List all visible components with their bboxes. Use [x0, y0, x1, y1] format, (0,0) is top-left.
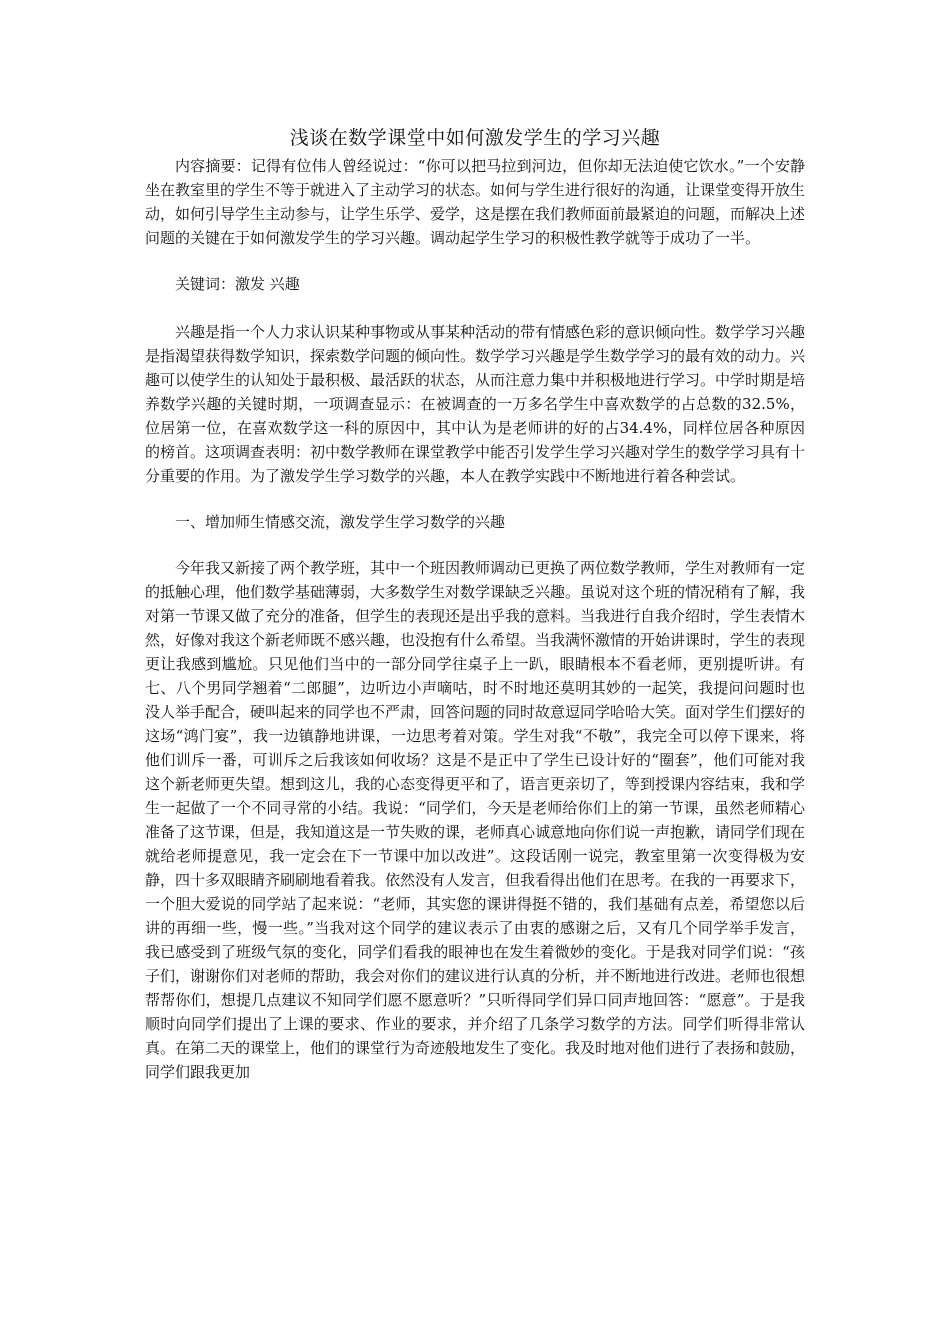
section-heading: 一、增加师生情感交流，激发学生学习数学的兴趣 — [175, 513, 506, 531]
section-body-paragraph: 今年我又新接了两个教学班，其中一个班因教师调动已更换了两位数学教师，学生对教师有一定的抵触心理，他们数学基础薄弱，大多数学生对数学课缺乏兴趣。虽说对这个班的情况稍有了解，我对第一节课又做了充分的准备，但学生的表现还是出乎我的意料。当我进行自我介绍时，学生表情木然，好像对我这个新老师既不感兴趣，也没抱有什么希望。当我满怀激情的开始讲课时，学生的表现更让我感到尴尬。只见他们当中的一部分同学往桌子上一趴，眼睛根本不看老师，更别提听讲。有七、八个男同学翘着“二郎腿”，边听边小声嘀咕，时不时地还莫明其妙的一起笑，我提问问题时也没人举手配合，硬叫起来的同学也不严肃，回答问题的同时故意逗同学哈哈大笑。面对学生们摆好的这场“鸿门宴”，我一边镇静地讲课，一边思考着对策。学生对我“不敬”，我完全可以停下课来，将他们训斥一番，可训斥之后我该如何收场？这是不是正中了学生已设计好的“圈套”，他们可能对我这个新老师更失望。想到这儿，我的心态变得更平和了，语言更亲切了，等到授课内容结束，我和学生一起做了一个不同寻常的小结。我说：“同学们，今天是老师给你们上的第一节课，虽然老师精心准备了这节课，但是，我知道这是一节失败的课，老师真心诚意地向你们说一声抱歉，请同学们现在就给老师提意见，我一定会在下一节课中加以改进”。这段话刚一说完，教室里第一次变得极为安静，四十多双眼睛齐刷刷地看着我。依然没有人发言，但我看得出他们在思考。在我的一再要求下，一个胆大爱说的同学站了起来说：“老师，其实您的课讲得挺不错的，我们基础有点差，希望您以后讲的再细一些，慢一些。”当我对这个同学的建议表示了由衷的感谢之后，又有几个同学举手发言，我已感受到了班级气氛的变化，同学们看我的眼神也在发生着微妙的变化。于是我对同学们说：“孩子们，谢谢你们对老师的帮助，我会对你们的建议进行认真的分析，并不断地进行改进。老师也很想帮帮你们，想提几点建议不知同学们愿不愿意听？”只听得同学们异口同声地回答：“愿意”。于是我顺时向同学们提出了上课的要求、作业的要求，并介绍了几条学习数学的方法。同学们听得非常认真。在第二天的课堂上，他们的课堂行为奇迹般地发生了变化。我及时地对他们进行了表扬和鼓励，同学们跟我更加 — [145, 559, 806, 1081]
keywords-line: 关键词：激发 兴趣 — [175, 275, 300, 293]
document-title: 浅谈在数学课堂中如何激发学生的学习兴趣 — [289, 127, 661, 149]
intro-paragraph: 兴趣是指一个人力求认识某种事物或从事某种活动的带有情感色彩的意识倾向性。数学学习兴趣是指渴望获得数学知识，探索数学问题的倾向性。数学学习兴趣是学生数学学习的最有效的动力。兴趣可以使学生的认知处于最积极、最活跃的状态，从而注意力集中并积极地进行学习。中学时期是培养数学兴趣的关键时期，一项调查显示：在被调查的一万多名学生中喜欢数学的占总数的32.5%，位居第一位，在喜欢数学这一科的原因中，其中认为是老师讲的好的占34.4%，同样位居各种原因的榜首。这项调查表明：初中数学教师在课堂教学中能否引发学生学习兴趣对学生的数学学习具有十分重要的作用。为了激发学生学习数学的兴趣，本人在教学实践中不断地进行着各种尝试。 — [145, 323, 806, 485]
abstract-paragraph: 内容摘要：记得有位伟人曾经说过：“你可以把马拉到河边，但你却无法迫使它饮水。”一个安静坐在教室里的学生不等于就进入了主动学习的状态。如何与学生进行很好的沟通，让课堂变得开放生动，如何引导学生主动参与，让学生乐学、爱学，这是摆在我们教师面前最紧迫的问题，而解决上述问题的关键在于如何激发学生的学习兴趣。调动起学生学习的积极性教学就等于成功了一半。 — [145, 157, 806, 247]
document-body — [145, 124, 805, 1084]
